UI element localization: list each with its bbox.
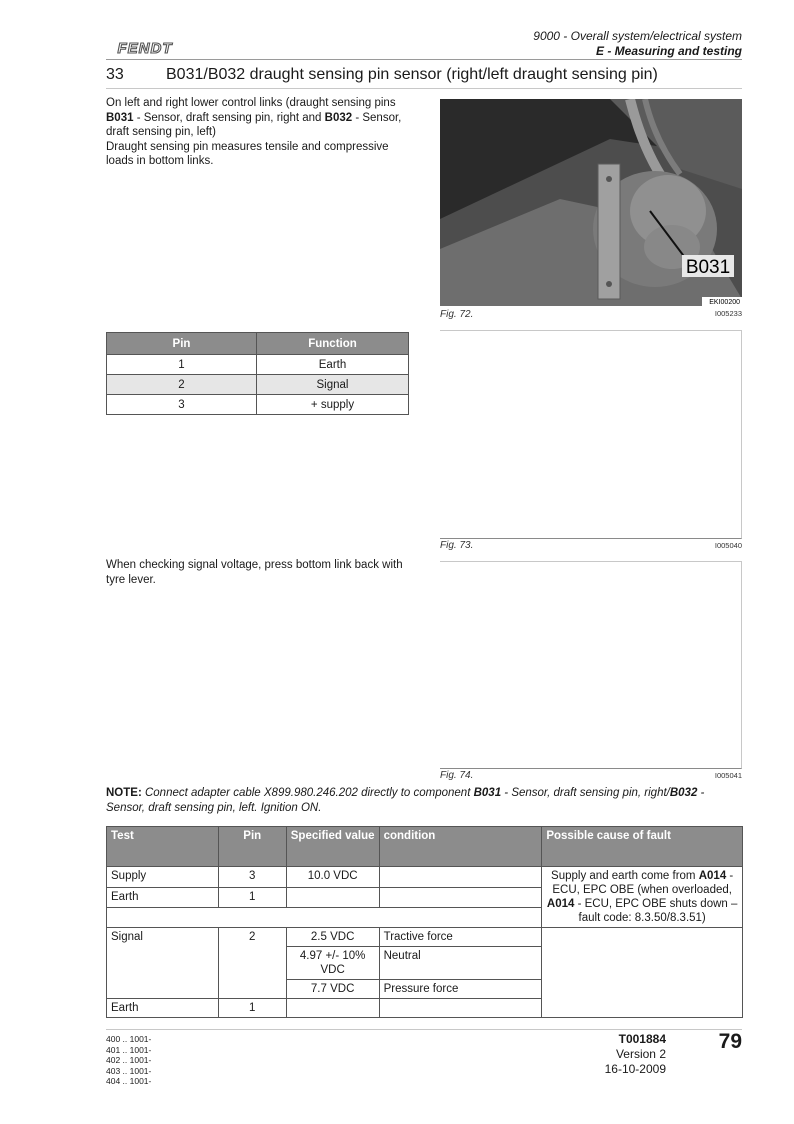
serial-range: 402 .. 1001- [106,1055,152,1065]
intro-text-3: - Sensor, draft sensing pin, left) [106,111,402,138]
pin-cell: 2 [218,928,286,999]
document-date: 16-10-2009 [604,1062,666,1076]
component-code-b031: B031 [473,787,502,799]
function-column-header: Function [257,333,409,355]
table-row [107,355,409,375]
fendt-logo [106,39,184,57]
test-cell: Supply [107,867,219,888]
figure-73-caption: Fig. 73. [440,540,474,551]
function-cell: Signal [257,375,409,395]
figure-72-photo [440,99,742,306]
function-cell: Earth [257,355,409,375]
function-cell: + supply [257,395,409,415]
pin-column-header: Pin [218,827,286,867]
serial-range: 404 .. 1001- [106,1076,152,1086]
note-text-1: Connect adapter cable X899.980.246.202 directly to component [141,787,474,799]
fault-cause-cell [542,867,743,928]
figure-72-caption: Fig. 72. [440,309,474,320]
serial-range: 403 .. 1001- [106,1065,152,1076]
serial-range: 400 .. 1001- [106,1034,152,1044]
condition-cell [379,867,542,888]
section-number: 33 [106,66,124,83]
value-cell: 2.5 VDC [286,928,379,947]
table-row [107,395,409,415]
pin-column-header: Pin [107,333,257,355]
header-rule [106,59,742,60]
pin-cell: 3 [218,867,286,888]
sensor-photo-illustration [440,99,742,306]
condition-cell [379,887,542,908]
note-label: NOTE: [106,787,142,799]
test-cell: Signal [107,928,219,999]
intro-text-4: Draught sensing pin measures tensile and compressive loads in bottom links. [106,140,389,167]
test-cell: Earth [107,999,219,1018]
component-code-b032: B032 [324,111,353,124]
intro-text [106,96,416,169]
intro-text-2: - Sensor, draft sensing pin, right and [133,111,325,124]
test-cell: Earth [107,887,219,908]
header-line-2: E - Measuring and testing [595,44,742,58]
b031-callout-label: B031 [685,257,731,278]
test-column-header: Test [107,827,219,867]
figure-72-code: I005233 [714,309,742,318]
pin-cell: 1 [218,999,286,1018]
svg-text:FENDT: FENDT [117,40,173,57]
component-code-a014: A014 [546,898,575,910]
condition-cell: Neutral [379,947,542,980]
page-number: 79 [718,1030,742,1053]
pin-cell: 3 [107,395,257,415]
document-version: Version 2 [615,1047,666,1061]
pin-cell: 1 [107,355,257,375]
condition-cell [379,999,542,1018]
value-cell [286,999,379,1018]
specified-value-column-header: Specified value [286,827,379,867]
note-text-3: - Sensor, draft sensing pin, left. Ignition ON. [106,787,705,814]
component-code-b032: B032 [669,787,698,799]
table-row [107,867,743,888]
serial-number-list [106,1034,151,1087]
fault-text-2: - ECU, EPC OBE (when overloaded, [552,870,734,896]
document-number: T001884 [618,1032,666,1046]
value-cell [286,887,379,908]
title-rule [106,88,742,89]
condition-column-header: condition [379,827,542,867]
condition-cell: Tractive force [379,928,542,947]
pin-cell: 1 [218,887,286,908]
fault-empty-cell [542,928,743,1018]
pin-function-table [106,332,409,415]
pin-cell: 2 [107,375,257,395]
figure-73-frame [440,330,742,539]
figure-74-caption: Fig. 74. [440,770,474,781]
figure-74-code: I005041 [714,771,742,780]
header-line-1: 9000 - Overall system/electrical system [533,29,742,43]
intro-text-1: On left and right lower control links (draught sensing pins [106,97,396,109]
spacer-cell [107,908,542,928]
fault-cause-column-header: Possible cause of fault [542,827,743,867]
serial-range: 401 .. 1001- [106,1044,152,1055]
table-row [107,375,409,395]
image-code: EKI00200 [709,299,740,306]
document-info [560,1032,666,1077]
value-cell: 4.97 +/- 10% VDC [286,947,379,980]
section-title: B031/B032 draught sensing pin sensor (right/left draught sensing pin) [166,66,658,83]
fault-text-1: Supply and earth come from [551,870,699,882]
component-code-a014: A014 [698,870,727,882]
note-text-2: - Sensor, draft sensing pin, right/ [501,787,670,799]
table-row [107,928,743,947]
figure-73-code: I005040 [714,541,742,550]
note-text [106,786,746,816]
fault-text-3: - ECU, EPC OBE shuts down – fault code: 8.3.50/8.3.51) [574,898,738,924]
footer-rule [106,1029,742,1030]
component-code-b031: B031 [106,111,134,124]
value-cell: 7.7 VDC [286,980,379,999]
condition-cell: Pressure force [379,980,542,999]
value-cell: 10.0 VDC [286,867,379,888]
test-table [106,826,743,1018]
figure-74-frame [440,561,742,769]
signal-check-text: When checking signal voltage, press bottom link back with tyre lever. [106,559,403,586]
page-header [533,29,742,59]
